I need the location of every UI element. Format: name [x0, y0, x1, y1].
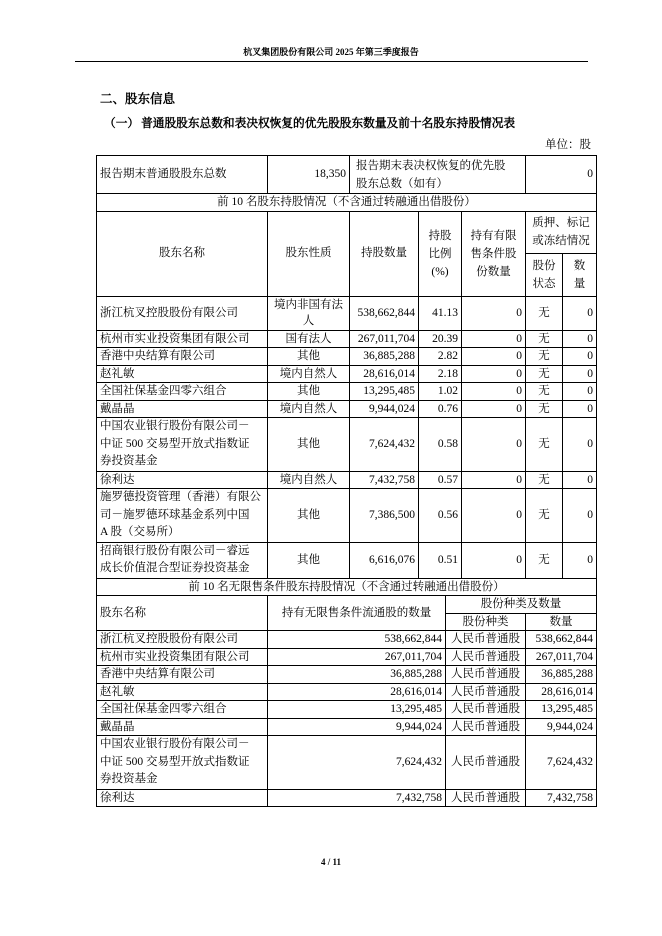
col-header-restricted: 持有有限 售条件股 份数量: [462, 211, 526, 296]
restricted-shares: 0: [462, 471, 526, 489]
pledge-amount: 0: [563, 296, 597, 330]
pledge-amount: 0: [563, 365, 597, 383]
shareholder-name: 徐利达: [97, 471, 268, 489]
unrestricted-row: [97, 789, 597, 807]
pledge-status: 无: [526, 348, 563, 366]
pledge-amount: 0: [563, 330, 597, 348]
share-amount: 7,624,432: [526, 736, 597, 790]
shares-held: 538,662,844: [350, 296, 419, 330]
col-header-share-type-and-amount: 股份种类及数量: [446, 596, 597, 614]
holding-ratio: 0.56: [419, 489, 462, 543]
unrestricted-title: 前 10 名无限售条件股东持股情况（不含通过转融通出借股份）: [97, 578, 597, 596]
unrestricted-shares: 538,662,844: [268, 631, 446, 649]
shareholder-name: 浙江杭叉控股股份有限公司: [97, 631, 268, 649]
pledge-status: 无: [526, 400, 563, 418]
pledge-status: 无: [526, 330, 563, 348]
unrestricted-header-section: [97, 578, 597, 631]
unrestricted-row: [97, 631, 597, 649]
share-amount: 36,885,288: [526, 666, 597, 684]
unrestricted-row: [97, 683, 597, 701]
shareholder-nature: 境内非国有法人: [268, 296, 350, 330]
shareholder-nature: 其他: [268, 418, 350, 472]
holding-ratio: 41.13: [419, 296, 462, 330]
pledge-amount: 0: [563, 383, 597, 401]
pledge-amount: 0: [563, 348, 597, 366]
pledge-status: 无: [526, 471, 563, 489]
share-amount: 13,295,485: [526, 701, 597, 719]
col-header-amount: 数量: [526, 613, 597, 631]
shares-held: 28,616,014: [350, 365, 419, 383]
shares-held: 13,295,485: [350, 383, 419, 401]
pledge-status: 无: [526, 418, 563, 472]
shares-held: 7,432,758: [350, 471, 419, 489]
shares-held: 7,624,432: [350, 418, 419, 472]
col-header-pledge-amount: 数 量: [563, 253, 597, 296]
shareholder-name: 全国社保基金四零六组合: [97, 383, 268, 401]
summary-row: [97, 156, 597, 194]
shareholder-name: 杭州市实业投资集团有限公司: [97, 648, 268, 666]
shareholder-nature: 其他: [268, 348, 350, 366]
holding-ratio: 0.57: [419, 471, 462, 489]
preferred-holders-value: 0: [526, 156, 597, 194]
share-type: 人民币普通股: [446, 666, 526, 684]
common-holders-value: 18,350: [268, 156, 350, 194]
top10-title-row: [97, 194, 597, 212]
holding-ratio: 0.51: [419, 542, 462, 578]
top10-row: [97, 383, 597, 401]
holding-ratio: 20.39: [419, 330, 462, 348]
unrestricted-rows: [97, 631, 597, 807]
top10-row: [97, 542, 597, 578]
col-header-share-type: 股份种类: [446, 613, 526, 631]
shareholder-name: 香港中央结算有限公司: [97, 666, 268, 684]
page-number: 4 / 11: [320, 857, 341, 867]
pledge-amount: 0: [563, 418, 597, 472]
holding-ratio: 2.18: [419, 365, 462, 383]
restricted-shares: 0: [462, 400, 526, 418]
shareholder-nature: 境内自然人: [268, 400, 350, 418]
unrestricted-shares: 36,885,288: [268, 666, 446, 684]
shareholder-nature: 境内自然人: [268, 365, 350, 383]
holding-ratio: 0.58: [419, 418, 462, 472]
subsection-title: [104, 116, 515, 132]
shareholder-name: 赵礼敏: [97, 683, 268, 701]
subsection-text: 普通股股东总数和表决权恢复的优先股股东数量及前十名股东持股情况表: [141, 117, 516, 130]
pledge-amount: 0: [563, 542, 597, 578]
shareholder-nature: 其他: [268, 542, 350, 578]
col-header-name: 股东名称: [97, 211, 268, 296]
shares-held: 36,885,288: [350, 348, 419, 366]
shareholder-name: 中国农业银行股份有限公司－ 中证 500 交易型开放式指数证 券投资基金: [97, 418, 268, 472]
report-header-title: 杭叉集团股份有限公司 2025 年第三季度报告: [243, 47, 419, 57]
top10-header-row: [97, 211, 597, 253]
top10-row: [97, 489, 597, 543]
col-header-pledge: 质押、标记 或冻结情况: [526, 211, 597, 253]
shareholder-nature: 境内自然人: [268, 471, 350, 489]
shareholder-nature: 国有法人: [268, 330, 350, 348]
share-type: 人民币普通股: [446, 718, 526, 736]
col-header-pledge-status: 股份 状态: [526, 253, 563, 296]
pledge-status: 无: [526, 383, 563, 401]
unrestricted-shares: 7,432,758: [268, 789, 446, 807]
restricted-shares: 0: [462, 418, 526, 472]
shareholder-nature: 其他: [268, 383, 350, 401]
share-type: 人民币普通股: [446, 683, 526, 701]
top10-title: 前 10 名股东持股情况（不含通过转融通出借股份）: [97, 194, 597, 212]
col-header-name-unrestricted: 股东名称: [97, 596, 268, 631]
holding-ratio: 1.02: [419, 383, 462, 401]
restricted-shares: 0: [462, 383, 526, 401]
unrestricted-row: [97, 718, 597, 736]
shares-held: 7,386,500: [350, 489, 419, 543]
share-amount: 28,616,014: [526, 683, 597, 701]
unrestricted-row: [97, 648, 597, 666]
unrestricted-shares: 28,616,014: [268, 683, 446, 701]
shareholder-name: 全国社保基金四零六组合: [97, 701, 268, 719]
header-divider: [75, 61, 588, 62]
restricted-shares: 0: [462, 542, 526, 578]
share-type: 人民币普通股: [446, 789, 526, 807]
common-holders-label: 报告期末普通股股东总数: [97, 156, 268, 194]
share-type: 人民币普通股: [446, 701, 526, 719]
col-header-unrestricted-shares: 持有无限售条件流通股的数量: [268, 596, 446, 631]
unrestricted-shares: 267,011,704: [268, 648, 446, 666]
holding-ratio: 2.82: [419, 348, 462, 366]
col-header-ratio: 持股 比例 (%): [419, 211, 462, 296]
summary-section: [97, 156, 597, 297]
top10-row: [97, 330, 597, 348]
share-amount: 538,662,844: [526, 631, 597, 649]
pledge-amount: 0: [563, 400, 597, 418]
unrestricted-title-row: [97, 578, 597, 596]
shareholder-table: [96, 155, 597, 807]
top10-row: [97, 400, 597, 418]
share-type: 人民币普通股: [446, 648, 526, 666]
pledge-status: 无: [526, 542, 563, 578]
top10-row: [97, 296, 597, 330]
unrestricted-shares: 7,624,432: [268, 736, 446, 790]
shares-held: 9,944,024: [350, 400, 419, 418]
shareholder-name: 戴晶晶: [97, 400, 268, 418]
unrestricted-shares: 9,944,024: [268, 718, 446, 736]
share-amount: 7,432,758: [526, 789, 597, 807]
shareholder-name: 浙江杭叉控股股份有限公司: [97, 296, 268, 330]
unrestricted-row: [97, 666, 597, 684]
col-header-nature: 股东性质: [268, 211, 350, 296]
shareholder-name: 戴晶晶: [97, 718, 268, 736]
shares-held: 267,011,704: [350, 330, 419, 348]
top10-row: [97, 471, 597, 489]
pledge-status: 无: [526, 489, 563, 543]
shareholder-name: 招商银行股份有限公司－睿远 成长价值混合型证券投资基金: [97, 542, 268, 578]
pledge-amount: 0: [563, 471, 597, 489]
shareholder-name: 施罗德投资管理（香港）有限公 司－施罗德环球基金系列中国 A 股（交易所）: [97, 489, 268, 543]
restricted-shares: 0: [462, 489, 526, 543]
share-amount: 267,011,704: [526, 648, 597, 666]
unrestricted-shares: 13,295,485: [268, 701, 446, 719]
restricted-shares: 0: [462, 348, 526, 366]
unrestricted-header-row: [97, 596, 597, 614]
shareholder-nature: 其他: [268, 489, 350, 543]
top10-row: [97, 365, 597, 383]
holding-ratio: 0.76: [419, 400, 462, 418]
preferred-holders-label: 报告期末表决权恢复的优先股 股东总数（如有）: [350, 156, 526, 194]
shareholder-name: 徐利达: [97, 789, 268, 807]
pledge-status: 无: [526, 296, 563, 330]
pledge-amount: 0: [563, 489, 597, 543]
top10-row: [97, 348, 597, 366]
shareholder-name: 赵礼敏: [97, 365, 268, 383]
shareholder-name: 杭州市实业投资集团有限公司: [97, 330, 268, 348]
subsection-number: （一）: [104, 117, 140, 130]
top10-rows: [97, 296, 597, 578]
unrestricted-row: [97, 701, 597, 719]
restricted-shares: 0: [462, 330, 526, 348]
section-title: 二、股东信息: [100, 92, 176, 106]
col-header-shares: 持股数量: [350, 211, 419, 296]
share-type: 人民币普通股: [446, 631, 526, 649]
share-type: 人民币普通股: [446, 736, 526, 790]
shares-held: 6,616,076: [350, 542, 419, 578]
top10-row: [97, 418, 597, 472]
shareholder-name: 香港中央结算有限公司: [97, 348, 268, 366]
unit-label: 单位：股: [545, 139, 591, 151]
shareholder-name: 中国农业银行股份有限公司－ 中证 500 交易型开放式指数证 券投资基金: [97, 736, 268, 790]
unrestricted-row: [97, 736, 597, 790]
restricted-shares: 0: [462, 296, 526, 330]
restricted-shares: 0: [462, 365, 526, 383]
pledge-status: 无: [526, 365, 563, 383]
share-amount: 9,944,024: [526, 718, 597, 736]
